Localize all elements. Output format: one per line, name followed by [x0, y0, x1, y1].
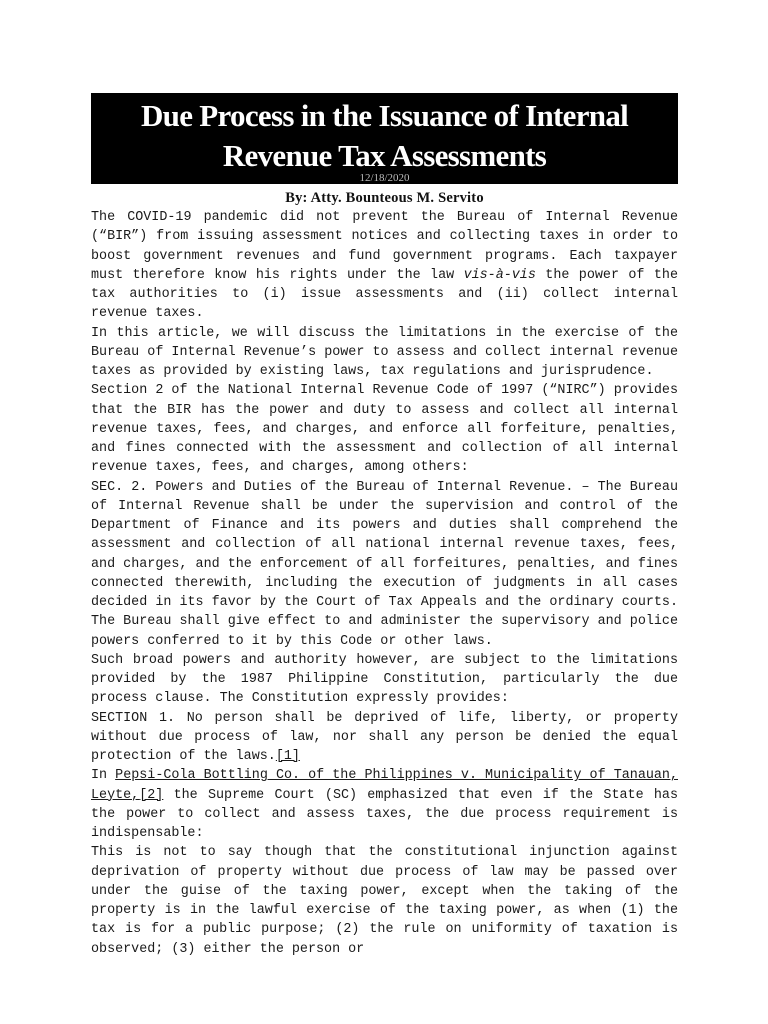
author-byline: By: Atty. Bounteous M. Servito: [285, 190, 484, 206]
paragraph-scope: In this article, we will discuss the limitations in the exercise of the Bureau of Internal Revenue’s power to assess and collect internal revenue taxes as provided by existing laws, tax regulations and jurisprudence.: [91, 325, 678, 379]
footnote-link-2[interactable]: [2]: [139, 787, 164, 803]
article-title-line1: Due Process in the Issuance of Internal: [140, 98, 629, 133]
article-body: [91, 208, 678, 959]
article-date: 12/18/2020: [359, 172, 410, 184]
quote-constitution: SECTION 1. No person shall be deprived of life, liberty, or property without due process of law, nor shall any person be denied the equal protection of the laws.[1]: [91, 710, 678, 764]
paragraph-section-2: Section 2 of the National Internal Revenue Code of 1997 (“NIRC”) provides that the BIR has the power and duty to assess and collect all internal revenue taxes, fees, and charges, and enforce all forfeiture, penalties, and fines connected with the assessment and collection of all internal revenue taxes, fees, and charges, among others:: [91, 383, 678, 476]
paragraph-pepsi-case: In Pepsi-Cola Bottling Co. of the Philippines v. Municipality of Tanauan, Leyte,[2] the Supreme Court (SC) emphasized that even if the State has the power to collect and assess taxes, the due process requirement is indispensable:: [91, 768, 678, 841]
paragraph-limitations: Such broad powers and authority however, are subject to the limitations provided by the 1987 Philippine Constitution, particularly the due process clause. The Constitution expressly provides:: [91, 652, 678, 707]
case-link[interactable]: Pepsi-Cola Bottling Co. of the Philippines v. Municipality of Tanauan, Leyte,: [91, 768, 678, 803]
title-banner: [91, 93, 678, 184]
article-title: [91, 93, 678, 176]
quote-pepsi-case: This is not to say though that the constitutional injunction against deprivation of property without due process of law may be passed over under the guise of the taxing power, except when the taking of the property is in the lawful exercise of the taxing power, as when (1) the tax is for a public purpose; (2) the rule on uniformity of taxation is observed; (3) either the person or: [91, 845, 678, 957]
article-title-line2: Revenue Tax Assessments: [222, 138, 547, 173]
paragraph-intro: The COVID-19 pandemic did not prevent the Bureau of Internal Revenue (“BIR”) from issuing assessment notices and collecting taxes in order to boost government revenues and fund government programs. Each taxpayer must therefore know his rights under the law vis-à-vis the power of the tax authorities to (i) issue assessments and (ii) collect internal revenue taxes.: [91, 210, 678, 322]
footnote-link-1[interactable]: [1]: [275, 749, 300, 764]
italic-phrase: vis-à-vis: [463, 267, 536, 283]
quote-sec-2: SEC. 2. Powers and Duties of the Bureau of Internal Revenue. – The Bureau of Internal Revenue shall be under the supervision and control of the Department of Finance and its powers and duties shall comprehend the assessment and collection of all national internal revenue taxes, fees, and charges, and the enforcement of all forfeitures, penalties, and fines connected therewith, including the execution of judgments in all cases decided in its favor by the Court of Tax Appeals and the ordinary courts. The Bureau shall give effect to and administer the supervisory and police powers conferred to it by this Code or other laws.: [91, 479, 678, 649]
